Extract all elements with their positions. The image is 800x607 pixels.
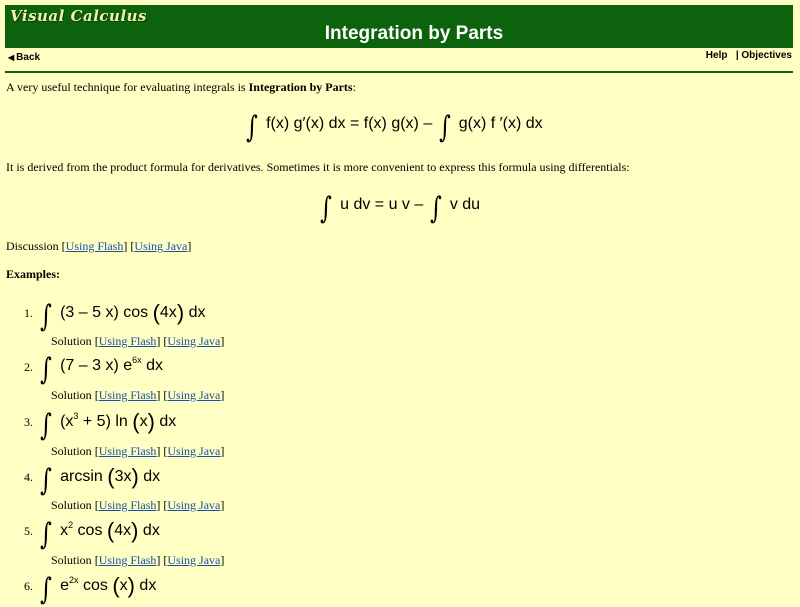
solution-java-link[interactable]: Using Java — [167, 444, 221, 458]
integral-sign-icon: ∫ — [39, 352, 52, 387]
discussion-flash-link[interactable]: Using Flash — [65, 239, 124, 253]
back-arrow-icon: ◀ — [8, 53, 15, 62]
formula-differentials: ∫ u dv = u v – ∫ v du — [319, 191, 481, 226]
discussion-line: Discussion [Using Flash] [Using Java] — [6, 239, 192, 253]
example-2-integral: ∫ (7 – 3 x) $e^{6x}$ dx — [39, 352, 163, 387]
example-3-integral: ∫ $(x^3 + 5)$ ln (x) dx — [39, 408, 177, 443]
solution-flash-link[interactable]: Using Flash — [98, 498, 157, 512]
solution-java-link[interactable]: Using Java — [167, 334, 221, 348]
example-1-integral: ∫ (3 – 5 x) cos (4x) dx — [39, 299, 206, 334]
integral-sign-icon: ∫ — [319, 191, 332, 226]
solution-flash-link[interactable]: Using Flash — [98, 553, 157, 567]
example-2-solution: Solution [Using Flash] [Using Java] — [51, 388, 225, 402]
solution-java-link[interactable]: Using Java — [167, 388, 221, 402]
example-number: 3. — [24, 415, 33, 429]
example-4-integral: ∫ arcsin (3x) dx — [39, 463, 161, 498]
solution-flash-link[interactable]: Using Flash — [98, 388, 157, 402]
derived-paragraph: It is derived from the product formula for derivatives. Sometimes it is more convenient to express this formula using differentials: — [6, 160, 630, 174]
integral-sign-icon: ∫ — [39, 299, 52, 334]
nav-separator: | — [735, 50, 739, 61]
top-nav — [0, 50, 800, 66]
back-link[interactable]: ◀ Back — [8, 52, 41, 63]
page-title: Integration by Parts — [324, 23, 504, 44]
example-number: 5. — [24, 524, 33, 538]
formula-integration-by-parts: ∫ f(x) g′(x) dx = f(x) g(x) – ∫ g(x) f ′(x) dx — [245, 110, 543, 145]
example-4-solution: Solution [Using Flash] [Using Java] — [51, 498, 225, 512]
solution-java-link[interactable]: Using Java — [167, 553, 221, 567]
example-3-solution: Solution [Using Flash] [Using Java] — [51, 444, 225, 458]
example-number: 4. — [24, 470, 33, 484]
integral-sign-icon: ∫ — [245, 110, 258, 145]
integral-sign-icon: ∫ — [39, 463, 52, 498]
example-5-solution: Solution [Using Flash] [Using Java] — [51, 553, 225, 567]
right-nav — [706, 50, 792, 61]
discussion-java-link[interactable]: Using Java — [134, 239, 188, 253]
help-link[interactable]: Help — [705, 50, 728, 61]
site-logo[interactable]: Visual Calculus — [10, 7, 148, 25]
example-number: 6. — [24, 579, 33, 593]
examples-heading: Examples: — [6, 267, 60, 281]
divider — [5, 71, 793, 73]
example-1-solution: Solution [Using Flash] [Using Java] — [51, 334, 225, 348]
solution-flash-link[interactable]: Using Flash — [98, 444, 157, 458]
example-6-integral: ∫ $e^{2x}$ cos (x) dx — [39, 572, 157, 607]
integral-sign-icon: ∫ — [39, 572, 52, 607]
integral-sign-icon: ∫ — [39, 408, 52, 443]
integral-sign-icon: ∫ — [438, 110, 451, 145]
integral-sign-icon: ∫ — [429, 191, 442, 226]
solution-java-link[interactable]: Using Java — [167, 498, 221, 512]
header-banner — [5, 5, 793, 48]
intro-paragraph: A very useful technique for evaluating integrals is Integration by Parts: — [6, 80, 356, 94]
example-5-integral: ∫ $x^2$ cos (4x) dx — [39, 517, 160, 552]
example-number: 2. — [24, 360, 33, 374]
solution-flash-link[interactable]: Using Flash — [98, 334, 157, 348]
integral-sign-icon: ∫ — [39, 517, 52, 552]
objectives-link[interactable]: Objectives — [741, 50, 792, 61]
example-number: 1. — [24, 306, 33, 320]
